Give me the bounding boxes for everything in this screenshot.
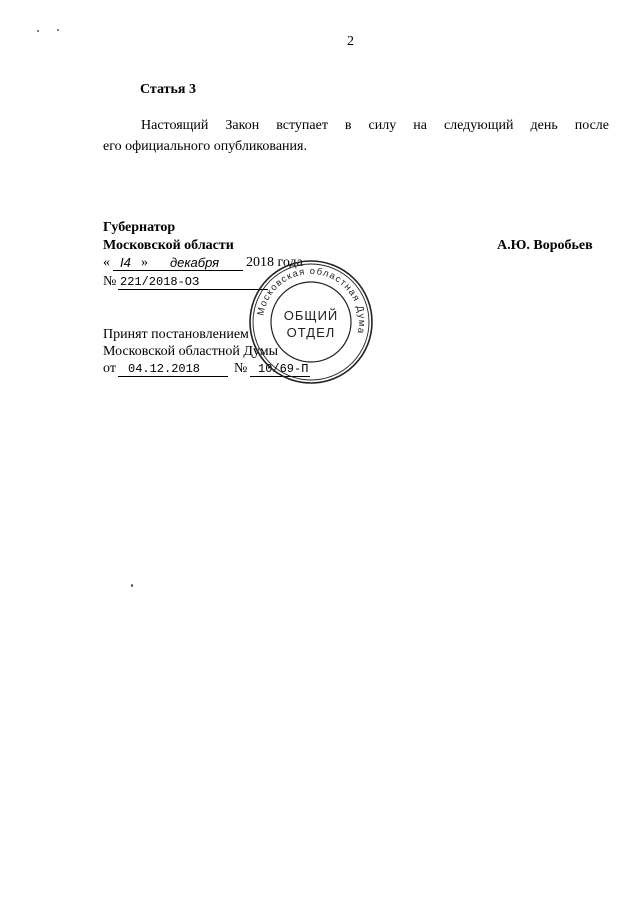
stamp-center-line-1: ОБЩИЙ: [283, 308, 339, 323]
scan-speck: [131, 584, 133, 587]
date-day: I4: [120, 255, 131, 270]
adoption-date-underline: [118, 376, 228, 377]
adoption-number-sign: №: [234, 361, 248, 376]
law-number-underline: [118, 289, 268, 290]
stamp-center-line-2: ОТДЕЛ: [286, 325, 336, 340]
governor-title: Губернатор: [103, 220, 176, 235]
page-number: 2: [347, 34, 354, 49]
signer-name: А.Ю. Воробьев: [497, 238, 593, 253]
round-stamp: [247, 258, 375, 386]
date-quote-close: »: [141, 255, 148, 270]
scan-speck: [37, 30, 39, 32]
article-text-line-1: Настоящий Закон вступает в силу на следующий день после: [141, 118, 609, 133]
date-quote-open: «: [103, 255, 110, 270]
law-number-sign: №: [103, 274, 117, 289]
article-text-line-2: его официального опубликования.: [103, 139, 307, 154]
adoption-date-value: 04.12.2018: [128, 362, 201, 376]
scan-speck: [57, 29, 59, 31]
date-year: 2018 года: [246, 255, 303, 270]
duma-line: Московской областной Думы: [103, 344, 278, 359]
article-heading: Статья 3: [140, 82, 196, 97]
law-number-value: 221/2018-ОЗ: [120, 275, 200, 289]
adopted-by-line: Принят постановлением: [103, 327, 249, 342]
stamp-ring-text: Московская областная Дума: [255, 265, 368, 336]
region-title: Московской области: [103, 238, 234, 253]
date-underline: [113, 270, 243, 271]
adoption-number-value: 10/69-П: [258, 362, 309, 376]
adoption-from-label: от: [103, 361, 116, 376]
article-paragraph: [103, 115, 609, 157]
date-month: декабря: [170, 255, 220, 270]
